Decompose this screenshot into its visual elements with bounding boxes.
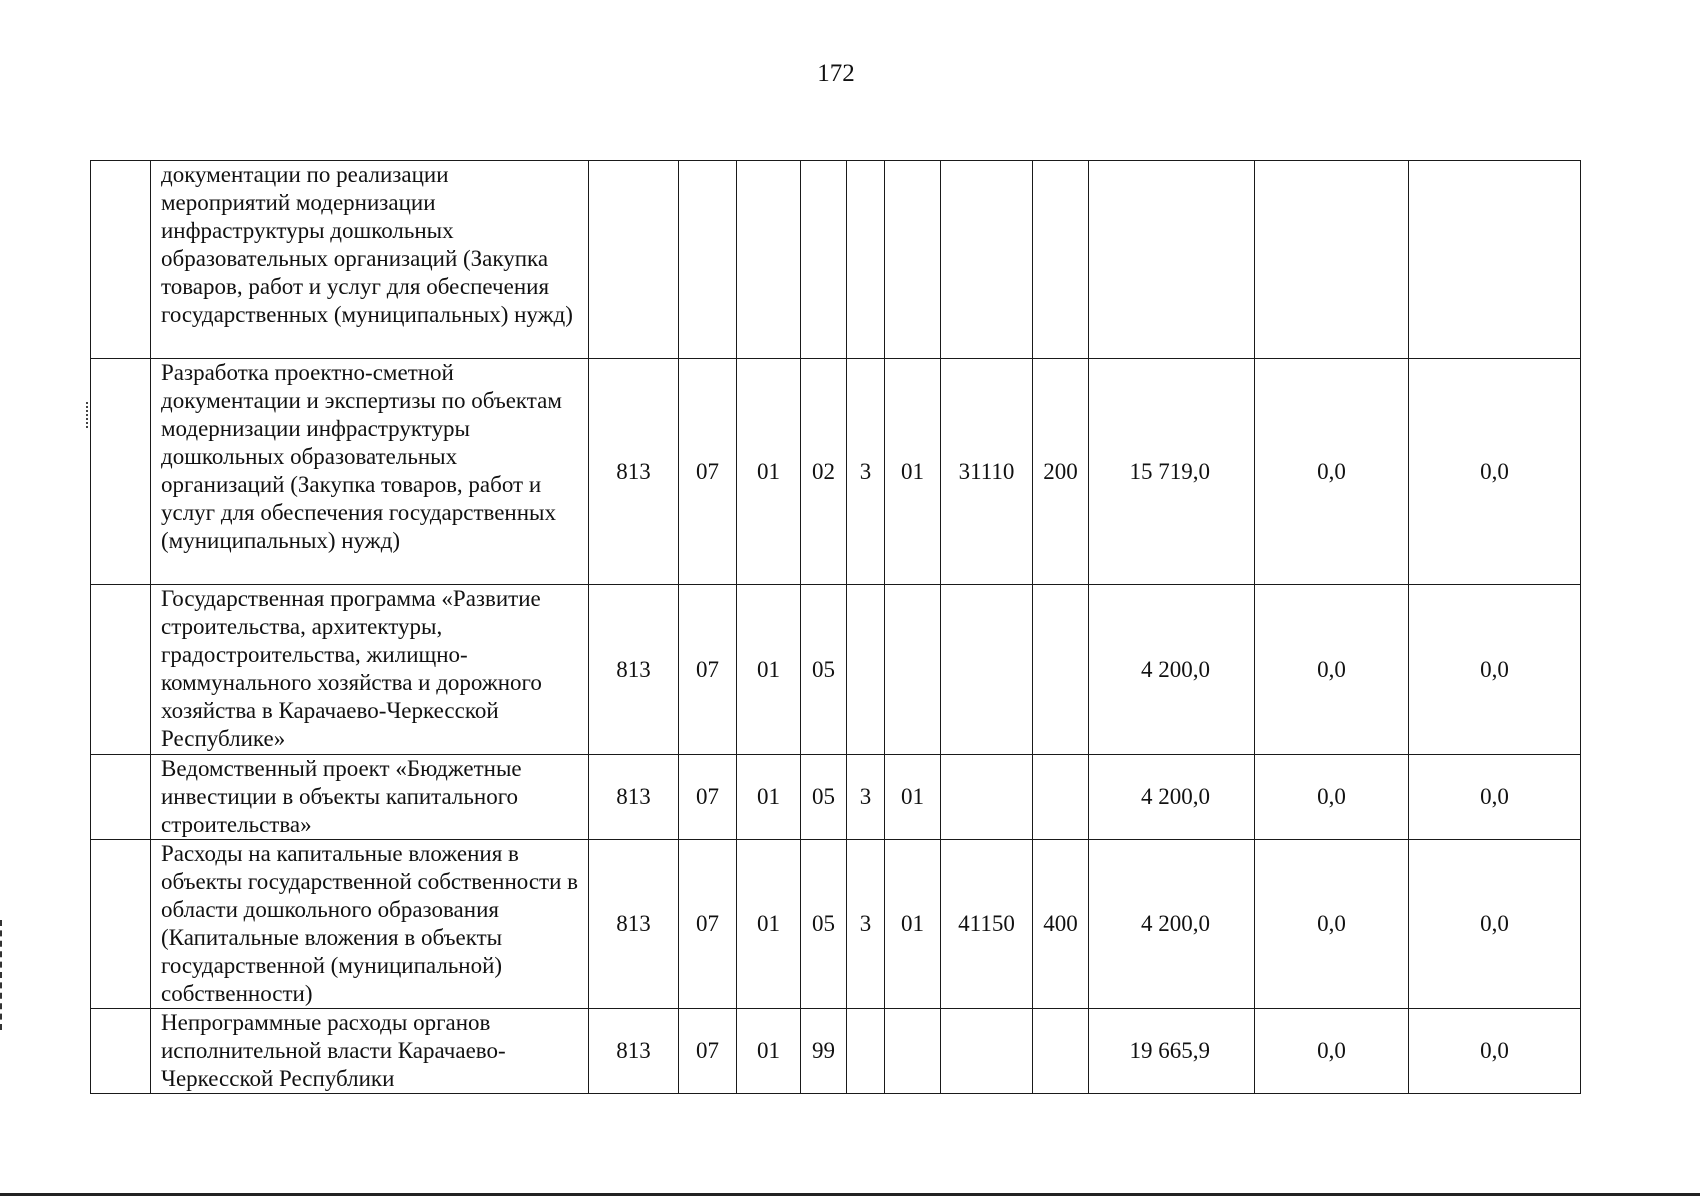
amount-year2-cell: 0,0 — [1255, 755, 1409, 840]
project-type-code-cell — [847, 1009, 885, 1094]
amount-year2-cell: 0,0 — [1255, 585, 1409, 755]
description-cell: Разработка проектно-сметной документации и экспертизы по объектам модернизации инфраструктуры дошкольных образовательных организаций (Закупка товаров, работ и услуг для обеспечения государственных (муниципальных) нужд) — [151, 359, 589, 585]
row-number-cell — [91, 359, 151, 585]
table-row — [91, 585, 1581, 755]
subsection-code-cell: 01 — [737, 359, 801, 585]
project-code-cell — [885, 585, 941, 755]
program-code-cell: 99 — [801, 1009, 847, 1094]
amount-year3-cell: 0,0 — [1409, 755, 1581, 840]
subsection-code-cell: 01 — [737, 840, 801, 1009]
amount-year3-cell: 0,0 — [1409, 840, 1581, 1009]
section-code-cell: 07 — [679, 755, 737, 840]
amount-year2-cell: 0,0 — [1255, 359, 1409, 585]
description-cell: Ведомственный проект «Бюджетные инвестиции в объекты капитального строительства» — [151, 755, 589, 840]
project-code-cell — [885, 161, 941, 359]
amount-year2-cell — [1255, 161, 1409, 359]
program-code-cell: 05 — [801, 585, 847, 755]
project-code-cell: 01 — [885, 755, 941, 840]
project-type-code-cell: 3 — [847, 755, 885, 840]
subsection-code-cell: 01 — [737, 1009, 801, 1094]
expense-type-code-cell: 200 — [1033, 359, 1089, 585]
project-type-code-cell: 3 — [847, 359, 885, 585]
direction-code-cell — [941, 755, 1033, 840]
table-row — [91, 840, 1581, 1009]
project-type-code-cell: 3 — [847, 840, 885, 1009]
expense-type-code-cell: 400 — [1033, 840, 1089, 1009]
amount-year3-cell: 0,0 — [1409, 585, 1581, 755]
amount-year1-cell: 4 200,0 — [1089, 755, 1255, 840]
section-code-cell: 07 — [679, 840, 737, 1009]
ministry-code-cell — [589, 161, 679, 359]
project-code-cell: 01 — [885, 359, 941, 585]
table-row — [91, 755, 1581, 840]
program-code-cell — [801, 161, 847, 359]
table-row — [91, 359, 1581, 585]
program-code-cell: 05 — [801, 755, 847, 840]
description-cell: Расходы на капитальные вложения в объекты государственной собственности в области дошкольного образования (Капитальные вложения в объекты государственной (муниципальной) собственности) — [151, 840, 589, 1009]
section-code-cell: 07 — [679, 359, 737, 585]
project-code-cell: 01 — [885, 840, 941, 1009]
row-number-cell — [91, 585, 151, 755]
scan-artifact-left-edge — [0, 920, 4, 1030]
amount-year2-cell: 0,0 — [1255, 1009, 1409, 1094]
expense-type-code-cell — [1033, 161, 1089, 359]
table-row — [91, 161, 1581, 359]
row-number-cell — [91, 1009, 151, 1094]
subsection-code-cell: 01 — [737, 755, 801, 840]
ministry-code-cell: 813 — [589, 585, 679, 755]
budget-table — [90, 160, 1581, 1094]
row-number-cell — [91, 755, 151, 840]
direction-code-cell — [941, 161, 1033, 359]
section-code-cell — [679, 161, 737, 359]
project-type-code-cell — [847, 161, 885, 359]
description-cell: Государственная программа «Развитие строительства, архитектуры, градостроительства, жилищно-коммунального хозяйства и дорожного хозяйства в Карачаево-Черкесской Республике» — [151, 585, 589, 755]
row-number-cell — [91, 161, 151, 359]
expense-type-code-cell — [1033, 585, 1089, 755]
amount-year2-cell: 0,0 — [1255, 840, 1409, 1009]
page-number: 172 — [817, 60, 855, 87]
direction-code-cell: 31110 — [941, 359, 1033, 585]
amount-year1-cell: 4 200,0 — [1089, 585, 1255, 755]
amount-year1-cell: 15 719,0 — [1089, 359, 1255, 585]
subsection-code-cell: 01 — [737, 585, 801, 755]
amount-year1-cell — [1089, 161, 1255, 359]
ministry-code-cell: 813 — [589, 755, 679, 840]
description-cell: Непрограммные расходы органов исполнительной власти Карачаево-Черкесской Республики — [151, 1009, 589, 1094]
program-code-cell: 02 — [801, 359, 847, 585]
section-code-cell: 07 — [679, 1009, 737, 1094]
amount-year3-cell — [1409, 161, 1581, 359]
section-code-cell: 07 — [679, 585, 737, 755]
program-code-cell: 05 — [801, 840, 847, 1009]
project-code-cell — [885, 1009, 941, 1094]
row-number-cell — [91, 840, 151, 1009]
scan-artifact-bottom-line — [0, 1193, 1700, 1196]
description-cell: документации по реализации мероприятий модернизации инфраструктуры дошкольных образовательных организаций (Закупка товаров, работ и услуг для обеспечения государственных (муниципальных) нужд) — [151, 161, 589, 359]
subsection-code-cell — [737, 161, 801, 359]
ministry-code-cell: 813 — [589, 1009, 679, 1094]
ministry-code-cell: 813 — [589, 840, 679, 1009]
amount-year1-cell: 19 665,9 — [1089, 1009, 1255, 1094]
direction-code-cell — [941, 1009, 1033, 1094]
amount-year1-cell: 4 200,0 — [1089, 840, 1255, 1009]
amount-year3-cell: 0,0 — [1409, 1009, 1581, 1094]
expense-type-code-cell — [1033, 1009, 1089, 1094]
project-type-code-cell — [847, 585, 885, 755]
expense-type-code-cell — [1033, 755, 1089, 840]
amount-year3-cell: 0,0 — [1409, 359, 1581, 585]
ministry-code-cell: 813 — [589, 359, 679, 585]
direction-code-cell — [941, 585, 1033, 755]
direction-code-cell: 41150 — [941, 840, 1033, 1009]
table-row — [91, 1009, 1581, 1094]
